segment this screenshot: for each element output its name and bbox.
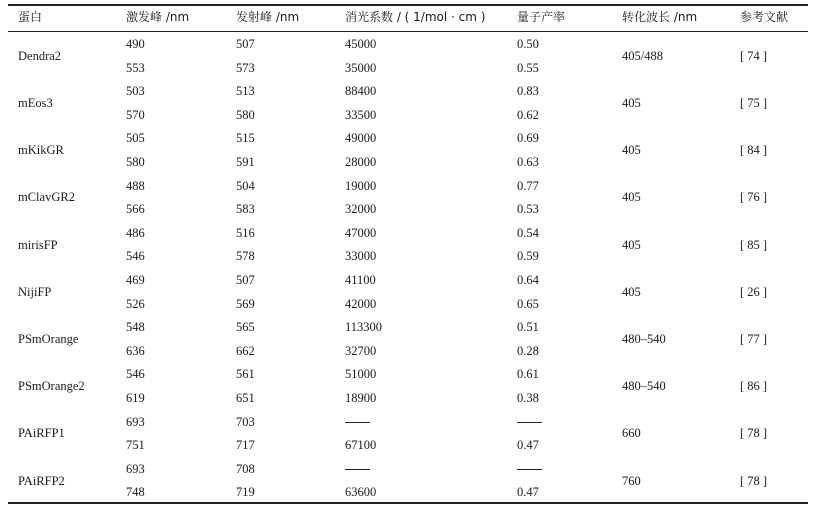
reference-citation: [ 86 ] (740, 379, 768, 394)
excitation-value: 490 (126, 37, 145, 51)
extinction-value: 88400 (345, 84, 377, 99)
emission-value: 708 (236, 461, 255, 476)
excitation-value: 546 (126, 367, 145, 382)
excitation-value: 548 (126, 320, 145, 335)
extinction-value: 19000 (345, 178, 377, 193)
quantum-yield-value: 0.28 (517, 343, 539, 358)
table-bottom-rule (8, 502, 808, 504)
quantum-yield-value (517, 462, 542, 476)
excitation-value: 751 (126, 438, 145, 453)
emission-value: 515 (236, 131, 255, 146)
excitation-value: 486 (126, 225, 145, 240)
no-data-dash (345, 469, 370, 470)
quantum-yield-value: 0.65 (517, 296, 539, 311)
protein-name: PSmOrange2 (18, 379, 85, 394)
emission-value: 719 (236, 485, 255, 500)
quantum-yield-value: 0.62 (517, 107, 539, 122)
reference-citation: [ 78 ] (740, 473, 768, 488)
header-reference: 参考文献 (740, 10, 789, 24)
extinction-value: 113300 (345, 320, 383, 335)
quantum-yield-value: 0.51 (517, 320, 539, 335)
quantum-yield-value: 0.83 (517, 84, 539, 99)
extinction-value: 28000 (345, 154, 377, 169)
conversion-wavelength: 405 (622, 95, 641, 110)
extinction-value: 47000 (345, 225, 377, 240)
extinction-value: 45000 (345, 37, 377, 51)
excitation-value: 693 (126, 414, 145, 429)
extinction-value: 67100 (345, 438, 377, 453)
protein-name: PAiRFP1 (18, 426, 65, 441)
excitation-value: 693 (126, 461, 145, 476)
extinction-value: 49000 (345, 131, 377, 146)
conversion-wavelength: 405 (622, 284, 641, 299)
protein-name: mirisFP (18, 237, 58, 252)
reference-citation: [ 75 ] (740, 95, 768, 110)
quantum-yield-value: 0.38 (517, 390, 539, 405)
excitation-value: 636 (126, 343, 145, 358)
emission-value: 573 (236, 60, 255, 75)
emission-value: 703 (236, 414, 255, 429)
protein-name: NijiFP (18, 284, 52, 299)
quantum-yield-value: 0.53 (517, 202, 539, 217)
conversion-wavelength: 405 (622, 190, 641, 205)
extinction-value: 42000 (345, 296, 377, 311)
header-protein: 蛋白 (18, 10, 43, 24)
conversion-wavelength: 405/488 (622, 48, 663, 63)
excitation-value: 566 (126, 202, 145, 217)
header-conversion-wavelength: 转化波长 /nm (622, 10, 698, 24)
conversion-wavelength: 405 (622, 143, 641, 158)
emission-value: 561 (236, 367, 255, 382)
emission-value: 591 (236, 154, 255, 169)
emission-value: 507 (236, 273, 255, 287)
extinction-value: 51000 (345, 367, 377, 382)
extinction-value: 33000 (345, 249, 377, 264)
excitation-value: 503 (126, 84, 145, 99)
extinction-value: 41100 (345, 273, 376, 287)
excitation-value: 570 (126, 107, 145, 122)
quantum-yield-value: 0.77 (517, 178, 539, 193)
excitation-value: 469 (126, 273, 145, 287)
emission-value: 717 (236, 438, 255, 453)
quantum-yield-value: 0.55 (517, 60, 539, 75)
protein-name: PAiRFP2 (18, 473, 65, 488)
excitation-value: 526 (126, 296, 145, 311)
excitation-value: 505 (126, 131, 145, 146)
quantum-yield-value: 0.54 (517, 225, 539, 240)
extinction-value: 33500 (345, 107, 377, 122)
reference-citation: [ 76 ] (740, 190, 768, 205)
extinction-value: 18900 (345, 390, 377, 405)
protein-name: PSmOrange (18, 331, 79, 346)
header-quantum-yield: 量子产率 (517, 10, 566, 24)
extinction-value: 35000 (345, 60, 377, 75)
emission-value: 662 (236, 343, 255, 358)
conversion-wavelength: 480–540 (622, 331, 666, 346)
no-data-dash (517, 469, 542, 470)
excitation-value: 553 (126, 60, 145, 75)
reference-citation: [ 74 ] (740, 48, 768, 63)
emission-value: 569 (236, 296, 255, 311)
excitation-value: 580 (126, 154, 145, 169)
excitation-value: 748 (126, 485, 145, 500)
emission-value: 516 (236, 225, 255, 240)
emission-value: 580 (236, 107, 255, 122)
extinction-value: 32000 (345, 202, 377, 217)
protein-name: mKikGR (18, 143, 64, 158)
conversion-wavelength: 480–540 (622, 379, 666, 394)
excitation-value: 619 (126, 390, 145, 405)
emission-value: 513 (236, 84, 255, 99)
reference-citation: [ 78 ] (740, 426, 768, 441)
table-top-rule (8, 4, 808, 6)
extinction-value (345, 415, 370, 429)
excitation-value: 488 (126, 178, 145, 193)
reference-citation: [ 84 ] (740, 143, 768, 158)
reference-citation: [ 85 ] (740, 237, 768, 252)
extinction-value: 63600 (345, 485, 377, 500)
excitation-value: 546 (126, 249, 145, 264)
header-excitation: 激发峰 /nm (126, 10, 190, 24)
emission-value: 583 (236, 202, 255, 217)
emission-value: 565 (236, 320, 255, 335)
quantum-yield-value: 0.47 (517, 485, 539, 500)
conversion-wavelength: 760 (622, 473, 641, 488)
protein-name: mClavGR2 (18, 190, 75, 205)
extinction-value: 32700 (345, 343, 377, 358)
reference-citation: [ 26 ] (740, 284, 768, 299)
extinction-value (345, 462, 370, 476)
header-bottom-rule (8, 31, 808, 32)
emission-value: 651 (236, 390, 255, 405)
emission-value: 578 (236, 249, 255, 264)
reference-citation: [ 77 ] (740, 331, 768, 346)
protein-name: Dendra2 (18, 48, 62, 63)
quantum-yield-value: 0.47 (517, 438, 539, 453)
quantum-yield-value: 0.59 (517, 249, 539, 264)
quantum-yield-value: 0.61 (517, 367, 539, 382)
header-emission: 发射峰 /nm (236, 10, 300, 24)
conversion-wavelength: 660 (622, 426, 641, 441)
quantum-yield-value: 0.63 (517, 154, 539, 169)
quantum-yield-value: 0.69 (517, 131, 539, 146)
no-data-dash (345, 422, 370, 423)
no-data-dash (517, 422, 542, 423)
protein-name: mEos3 (18, 95, 53, 110)
quantum-yield-value: 0.50 (517, 37, 539, 51)
emission-value: 504 (236, 178, 255, 193)
header-extinction: 消光系数 / ( 1/mol · cm ) (345, 10, 486, 24)
conversion-wavelength: 405 (622, 237, 641, 252)
emission-value: 507 (236, 37, 255, 51)
quantum-yield-value: 0.64 (517, 273, 539, 287)
quantum-yield-value (517, 415, 542, 429)
